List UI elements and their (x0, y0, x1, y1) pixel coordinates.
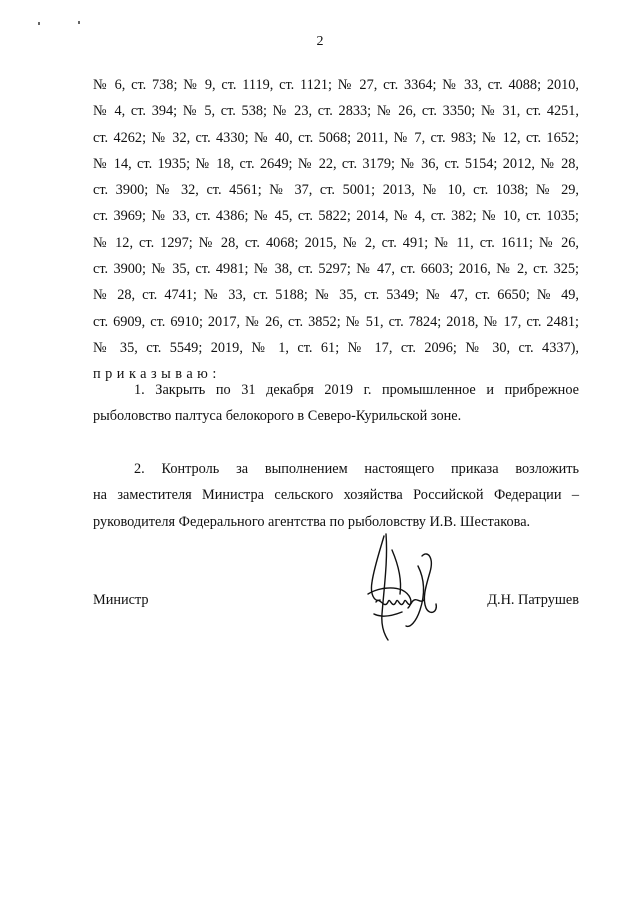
reference-line: ст. 3969; № 33, ст. 4386; № 45, ст. 5822; 2014, № 4, ст. 382; № 10, ст. 1035; (93, 208, 579, 225)
reference-line: № 35, ст. 5549; 2019, № 1, ст. 61; № 17, ст. 2096; № 30, ст. 4337), (93, 339, 579, 356)
reference-line: ст. 6909, ст. 6910; 2017, № 26, ст. 3852; № 51, ст. 7824; 2018, № 17, ст. 2481; (93, 313, 579, 330)
page-number: 2 (316, 34, 324, 49)
signer-name: Д.Н. Патрушев (487, 592, 579, 608)
reference-line: № 12, ст. 1297; № 28, ст. 4068; 2015, № 2, ст. 491; № 11, ст. 1611; № 26, (93, 234, 579, 251)
paragraph-1 (93, 377, 579, 430)
scan-speck (38, 22, 40, 25)
paragraph-line: рыболовство палтуса белокорого в Северо-Курильской зоне. (93, 408, 462, 425)
reference-line: № 28, ст. 4741; № 33, ст. 5188; № 35, ст. 5349; № 47, ст. 6650; № 49, (93, 287, 579, 304)
reference-line: № 4, ст. 394; № 5, ст. 538; № 23, ст. 2833; № 26, ст. 3350; № 31, ст. 4251, (93, 103, 579, 120)
order-word: приказываю: (93, 366, 221, 383)
reference-line: ст. 4262; № 32, ст. 4330; № 40, ст. 5068; 2011, № 7, ст. 983; № 12, ст. 1652; (93, 129, 579, 146)
reference-line: № 14, ст. 1935; № 18, ст. 2649; № 22, ст. 3179; № 36, ст. 5154; 2012, № 28, (93, 155, 579, 172)
handwritten-signature (362, 530, 444, 648)
paragraph-line: 1. Закрыть по 31 декабря 2019 г. промышленное и прибрежное (134, 382, 579, 398)
reference-line: № 6, ст. 738; № 9, ст. 1119, ст. 1121; № 27, ст. 3364; № 33, ст. 4088; 2010, (93, 77, 579, 93)
paragraph-line: 2. Контроль за выполнением настоящего приказа возложить (134, 461, 579, 477)
reference-line: ст. 3900; № 32, ст. 4561; № 37, ст. 5001; 2013, № 10, ст. 1038; № 29, (93, 182, 579, 199)
paragraph-2 (93, 456, 579, 535)
legal-references-block (93, 72, 579, 388)
scan-speck (78, 21, 80, 24)
signer-position: Министр (93, 592, 149, 608)
paragraph-line: на заместителя Министра сельского хозяйства Российской Федерации – (93, 487, 579, 504)
signature-block (93, 592, 579, 622)
reference-line: ст. 3900; № 35, ст. 4981; № 38, ст. 5297; № 47, ст. 6603; 2016, № 2, ст. 325; (93, 261, 579, 278)
paragraph-line: руководителя Федерального агентства по рыболовству И.В. Шестакова. (93, 513, 531, 530)
